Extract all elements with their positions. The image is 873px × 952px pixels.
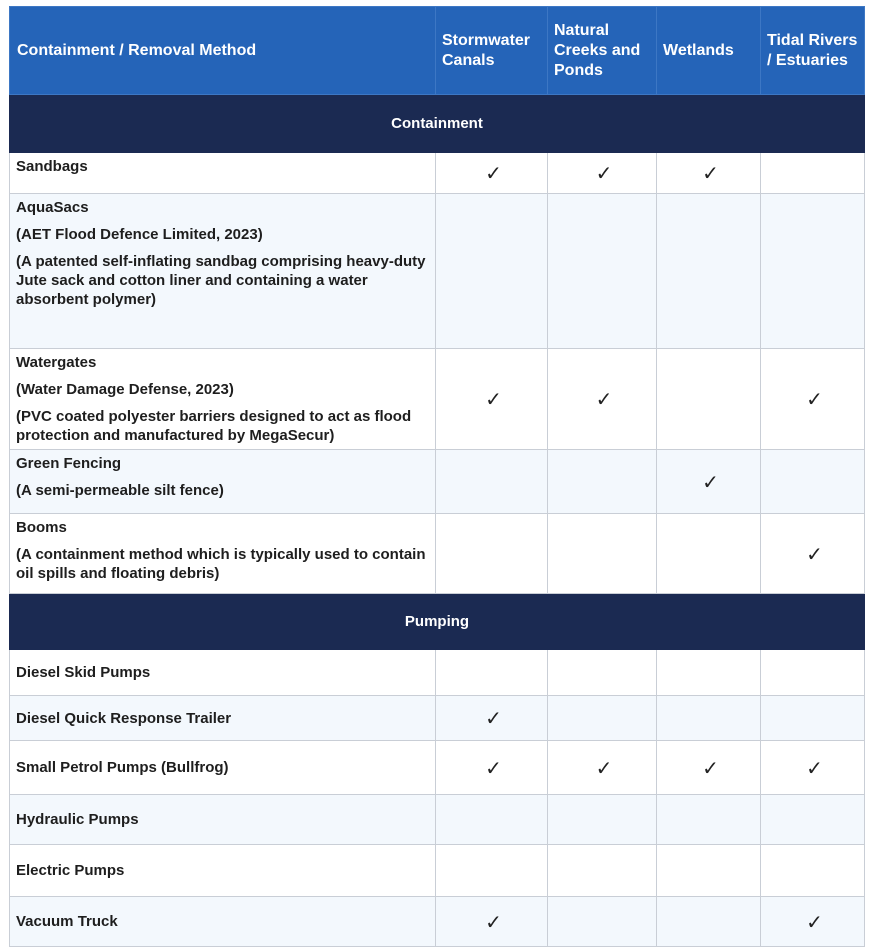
row-label: Watergates bbox=[16, 354, 97, 371]
row-label: Diesel Quick Response Trailer bbox=[10, 696, 436, 741]
check-cell bbox=[657, 349, 761, 450]
check-cell bbox=[548, 897, 657, 947]
row-description: (PVC coated polyester barriers designed to act as flood protection and manufactured by MegaSecur) bbox=[16, 408, 412, 444]
check-cell: ✓ bbox=[548, 153, 657, 194]
check-cell: ✓ bbox=[761, 741, 865, 795]
table-row-diesel-trailer bbox=[10, 696, 865, 741]
header-row bbox=[10, 7, 865, 95]
check-cell: ✓ bbox=[761, 514, 865, 594]
header-method: Containment / Removal Method bbox=[10, 7, 436, 95]
check-cell bbox=[657, 650, 761, 696]
row-label: Booms bbox=[16, 519, 67, 536]
check-cell bbox=[657, 795, 761, 845]
check-cell bbox=[436, 194, 548, 349]
check-cell bbox=[548, 696, 657, 741]
table-row-vacuum bbox=[10, 897, 865, 947]
row-description: (A containment method which is typically used to contain oil spills and floating debris) bbox=[16, 546, 426, 582]
check-cell: ✓ bbox=[436, 741, 548, 795]
header-stormwater-canals: Stormwater Canals bbox=[436, 7, 548, 95]
section-row-pumping bbox=[10, 594, 865, 650]
row-label: Sandbags bbox=[10, 153, 436, 194]
section-title-containment: Containment bbox=[10, 95, 865, 153]
check-cell: ✓ bbox=[436, 349, 548, 450]
check-cell bbox=[657, 514, 761, 594]
check-cell: ✓ bbox=[436, 696, 548, 741]
row-label: Hydraulic Pumps bbox=[10, 795, 436, 845]
row-source: (Water Damage Defense, 2023) bbox=[16, 381, 234, 398]
section-title-pumping: Pumping bbox=[10, 594, 865, 650]
table-row-hydraulic bbox=[10, 795, 865, 845]
check-cell bbox=[548, 194, 657, 349]
check-cell bbox=[548, 845, 657, 897]
table-row-green-fencing bbox=[10, 450, 865, 514]
check-cell: ✓ bbox=[436, 897, 548, 947]
table-row-electric bbox=[10, 845, 865, 897]
check-cell: ✓ bbox=[657, 450, 761, 514]
check-cell bbox=[657, 696, 761, 741]
check-cell bbox=[436, 845, 548, 897]
check-cell bbox=[761, 153, 865, 194]
row-label-cell bbox=[10, 514, 436, 594]
check-cell bbox=[436, 650, 548, 696]
row-description: (A semi-permeable silt fence) bbox=[16, 482, 224, 499]
check-cell: ✓ bbox=[761, 349, 865, 450]
check-cell: ✓ bbox=[761, 897, 865, 947]
check-cell bbox=[657, 845, 761, 897]
check-cell bbox=[761, 696, 865, 741]
check-cell bbox=[657, 194, 761, 349]
row-label: Small Petrol Pumps (Bullfrog) bbox=[10, 741, 436, 795]
check-cell bbox=[548, 795, 657, 845]
check-cell bbox=[436, 450, 548, 514]
header-tidal-rivers: Tidal Rivers / Estuaries bbox=[761, 7, 865, 95]
check-cell bbox=[436, 795, 548, 845]
check-cell bbox=[548, 514, 657, 594]
row-source: (AET Flood Defence Limited, 2023) bbox=[16, 226, 263, 243]
table-row-booms bbox=[10, 514, 865, 594]
row-label: AquaSacs bbox=[16, 199, 89, 216]
check-cell: ✓ bbox=[436, 153, 548, 194]
row-label: Vacuum Truck bbox=[10, 897, 436, 947]
row-label-cell bbox=[10, 349, 436, 450]
check-cell: ✓ bbox=[548, 349, 657, 450]
row-label: Electric Pumps bbox=[10, 845, 436, 897]
section-row-containment bbox=[10, 95, 865, 153]
check-cell bbox=[548, 650, 657, 696]
check-cell bbox=[657, 897, 761, 947]
check-cell bbox=[761, 795, 865, 845]
check-cell bbox=[436, 514, 548, 594]
check-cell bbox=[761, 650, 865, 696]
check-cell: ✓ bbox=[548, 741, 657, 795]
check-cell: ✓ bbox=[657, 741, 761, 795]
table-row-diesel-skid bbox=[10, 650, 865, 696]
header-natural-creeks: Natural Creeks and Ponds bbox=[548, 7, 657, 95]
check-cell bbox=[548, 450, 657, 514]
methods-table bbox=[9, 6, 865, 947]
row-label: Green Fencing bbox=[16, 455, 122, 472]
header-wetlands: Wetlands bbox=[657, 7, 761, 95]
check-cell bbox=[761, 194, 865, 349]
table-row-sandbags bbox=[10, 153, 865, 194]
table-row-aquasacs bbox=[10, 194, 865, 349]
check-cell bbox=[761, 450, 865, 514]
row-label-cell bbox=[10, 194, 436, 349]
table-row-watergates bbox=[10, 349, 865, 450]
check-cell: ✓ bbox=[657, 153, 761, 194]
row-label-cell bbox=[10, 450, 436, 514]
table-row-petrol-pumps bbox=[10, 741, 865, 795]
row-description: (A patented self-inflating sandbag comprising heavy-duty Jute sack and cotton liner and containing a water absorbent polymer) bbox=[16, 253, 426, 308]
check-cell bbox=[761, 845, 865, 897]
row-label: Diesel Skid Pumps bbox=[10, 650, 436, 696]
